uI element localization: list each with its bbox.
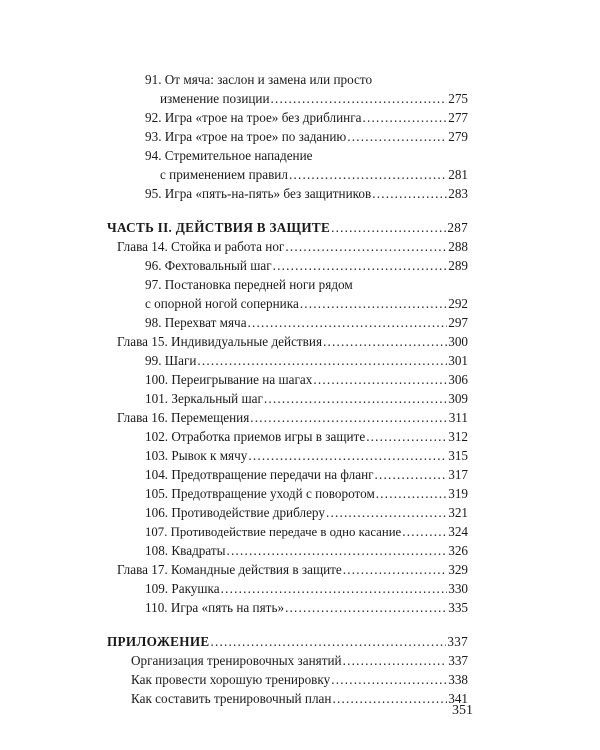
dot-leader xyxy=(375,467,447,483)
dot-leader xyxy=(331,672,447,688)
toc-page-number: 338 xyxy=(448,672,468,687)
toc-entry-title: 92. Игра «трое на трое» без дриблинга xyxy=(145,110,362,125)
toc-page-number: 317 xyxy=(448,467,468,482)
toc-entry-102[interactable] xyxy=(145,426,468,445)
toc-chapter-16[interactable] xyxy=(117,407,468,426)
toc-entry-title: 99. Шаги xyxy=(145,353,197,368)
dot-leader xyxy=(248,448,447,464)
toc-entry-93[interactable] xyxy=(145,126,468,145)
toc-entry-92[interactable] xyxy=(145,107,468,126)
toc-page-number: 288 xyxy=(448,239,468,254)
chapter-title: Глава 17. Командные действия в защите xyxy=(117,562,342,577)
toc-chapter-17[interactable] xyxy=(117,559,468,578)
dot-leader xyxy=(347,129,447,145)
toc-entry-title: 100. Переигрывание на шагах xyxy=(145,372,313,387)
toc-appendix[interactable] xyxy=(107,631,468,650)
toc-page-number: 311 xyxy=(448,410,468,425)
toc-entry-109[interactable] xyxy=(145,578,468,597)
part-title: ПРИЛОЖЕНИЕ xyxy=(107,634,210,649)
toc-entry-91-line1: 91. От мяча: заслон и замена или просто xyxy=(145,72,373,87)
dot-leader xyxy=(343,562,447,578)
toc-page-number: 319 xyxy=(448,486,468,501)
toc-entry-94[interactable] xyxy=(160,164,468,183)
toc-entry-95[interactable] xyxy=(145,183,468,202)
toc-entry-title: с применением правил xyxy=(160,167,288,182)
dot-leader xyxy=(372,186,447,202)
page-number: 351 xyxy=(452,703,473,718)
toc-appendix-item-1[interactable] xyxy=(131,650,468,669)
toc-entry-101[interactable] xyxy=(145,388,468,407)
toc-entry-97[interactable] xyxy=(145,293,468,312)
toc-page-number: 297 xyxy=(448,315,468,330)
toc-entry-105[interactable] xyxy=(145,483,468,502)
dot-leader xyxy=(343,653,447,669)
toc-page-number: 306 xyxy=(448,372,468,387)
toc-entry-title: 93. Игра «трое на трое» по заданию xyxy=(145,129,347,144)
toc-page-number: 289 xyxy=(448,258,468,273)
toc-entry-97-line1: 97. Постановка передней ноги рядом xyxy=(145,277,353,292)
toc-entry-98[interactable] xyxy=(145,312,468,331)
part-title: ЧАСТЬ II. ДЕЙСТВИЯ В ЗАЩИТЕ xyxy=(107,220,331,235)
toc-entry-104[interactable] xyxy=(145,464,468,483)
toc-page-number: 321 xyxy=(448,505,468,520)
toc-entry-title: 103. Рывок к мячу xyxy=(145,448,248,463)
toc-page-number: 300 xyxy=(448,334,468,349)
toc-entry-title: 101. Зеркальный шаг xyxy=(145,391,263,406)
toc-entry-title: с опорной ногой соперника xyxy=(145,296,299,311)
toc-page-number: 283 xyxy=(448,186,468,201)
dot-leader xyxy=(285,600,447,616)
toc-page-number: 275 xyxy=(448,91,468,106)
dot-leader xyxy=(313,372,447,388)
dot-leader xyxy=(332,691,447,707)
toc-entry-title: Организация тренировочных занятий xyxy=(131,653,342,668)
toc-page-number: 281 xyxy=(448,167,468,182)
toc-entry-title: 106. Противодействие дриблеру xyxy=(145,505,325,520)
dot-leader xyxy=(289,167,447,183)
chapter-title: Глава 15. Индивидуальные действия xyxy=(117,334,323,349)
dot-leader xyxy=(285,239,447,255)
toc-entry-title: 96. Фехтовальный шаг xyxy=(145,258,272,273)
toc-page-number: 309 xyxy=(448,391,468,406)
toc-chapter-14[interactable] xyxy=(117,236,468,255)
dot-leader xyxy=(227,543,447,559)
toc-entry-106[interactable] xyxy=(145,502,468,521)
dot-leader xyxy=(250,410,447,426)
dot-leader xyxy=(366,429,447,445)
dot-leader xyxy=(210,634,446,650)
toc-chapter-15[interactable] xyxy=(117,331,468,350)
toc-entry-title: 104. Предотвращение передачи на фланг xyxy=(145,467,374,482)
toc-page-number: 301 xyxy=(448,353,468,368)
toc-entry-title: Как провести хорошую тренировку xyxy=(131,672,331,687)
toc-entry-title: 105. Предотвращение уходй с поворотом xyxy=(145,486,375,501)
toc-entry-title: 102. Отработка приемов игры в защите xyxy=(145,429,366,444)
toc-page-number: 330 xyxy=(448,581,468,596)
toc-part-2[interactable] xyxy=(107,217,468,236)
toc-appendix-item-3[interactable] xyxy=(131,688,468,707)
toc-entry-107[interactable] xyxy=(145,521,468,540)
dot-leader xyxy=(376,486,447,502)
toc-entry-96[interactable] xyxy=(145,255,468,274)
toc-entry-title: изменение позиции xyxy=(160,91,270,106)
chapter-title: Глава 16. Перемещения xyxy=(117,410,250,425)
toc-entry-100[interactable] xyxy=(145,369,468,388)
dot-leader xyxy=(402,524,447,540)
dot-leader xyxy=(271,91,447,107)
dot-leader xyxy=(248,315,447,331)
toc-page-number: 277 xyxy=(448,110,468,125)
dot-leader xyxy=(326,505,447,521)
dot-leader xyxy=(362,110,447,126)
toc-entry-91[interactable] xyxy=(160,88,468,107)
toc-entry-title: 95. Игра «пять-на-пять» без защитников xyxy=(145,186,372,201)
toc-entry-94-line1: 94. Стремительное нападение xyxy=(145,148,313,163)
dot-leader xyxy=(264,391,447,407)
toc-page-number: 287 xyxy=(447,220,468,235)
toc-entry-99[interactable] xyxy=(145,350,468,369)
chapter-title: Глава 14. Стойка и работа ног xyxy=(117,239,285,254)
toc-page-number: 337 xyxy=(447,634,468,649)
toc-entry-title: 107. Противодействие передаче в одно касание xyxy=(145,525,402,539)
toc-page-number: 312 xyxy=(448,429,468,444)
toc-entry-110[interactable] xyxy=(145,597,468,616)
toc-appendix-item-2[interactable] xyxy=(131,669,468,688)
toc-entry-title: 110. Игра «пять на пять» xyxy=(145,600,285,615)
toc-entry-108[interactable] xyxy=(145,540,468,559)
dot-leader xyxy=(221,581,447,597)
toc-page-number: 292 xyxy=(448,296,468,311)
toc-page-number: 329 xyxy=(448,562,468,577)
dot-leader xyxy=(197,353,447,369)
dot-leader xyxy=(300,296,447,312)
toc-page-number: 337 xyxy=(448,653,468,668)
dot-leader xyxy=(323,334,447,350)
toc-page-number: 279 xyxy=(448,129,468,144)
toc-entry-title: 108. Квадраты xyxy=(145,543,226,558)
toc-entry-title: 98. Перехват мяча xyxy=(145,315,247,330)
toc-page-number: 324 xyxy=(448,524,468,539)
toc-entry-103[interactable] xyxy=(145,445,468,464)
toc-page-number: 326 xyxy=(448,543,468,558)
toc-page-number: 315 xyxy=(448,448,468,463)
toc-entry-title: Как составить тренировочный план xyxy=(131,691,332,706)
toc-page-number: 335 xyxy=(448,600,468,615)
dot-leader xyxy=(331,220,446,236)
toc-entry-title: 109. Ракушка xyxy=(145,581,220,596)
dot-leader xyxy=(273,258,447,274)
toc-page-number: 341 xyxy=(448,691,468,706)
